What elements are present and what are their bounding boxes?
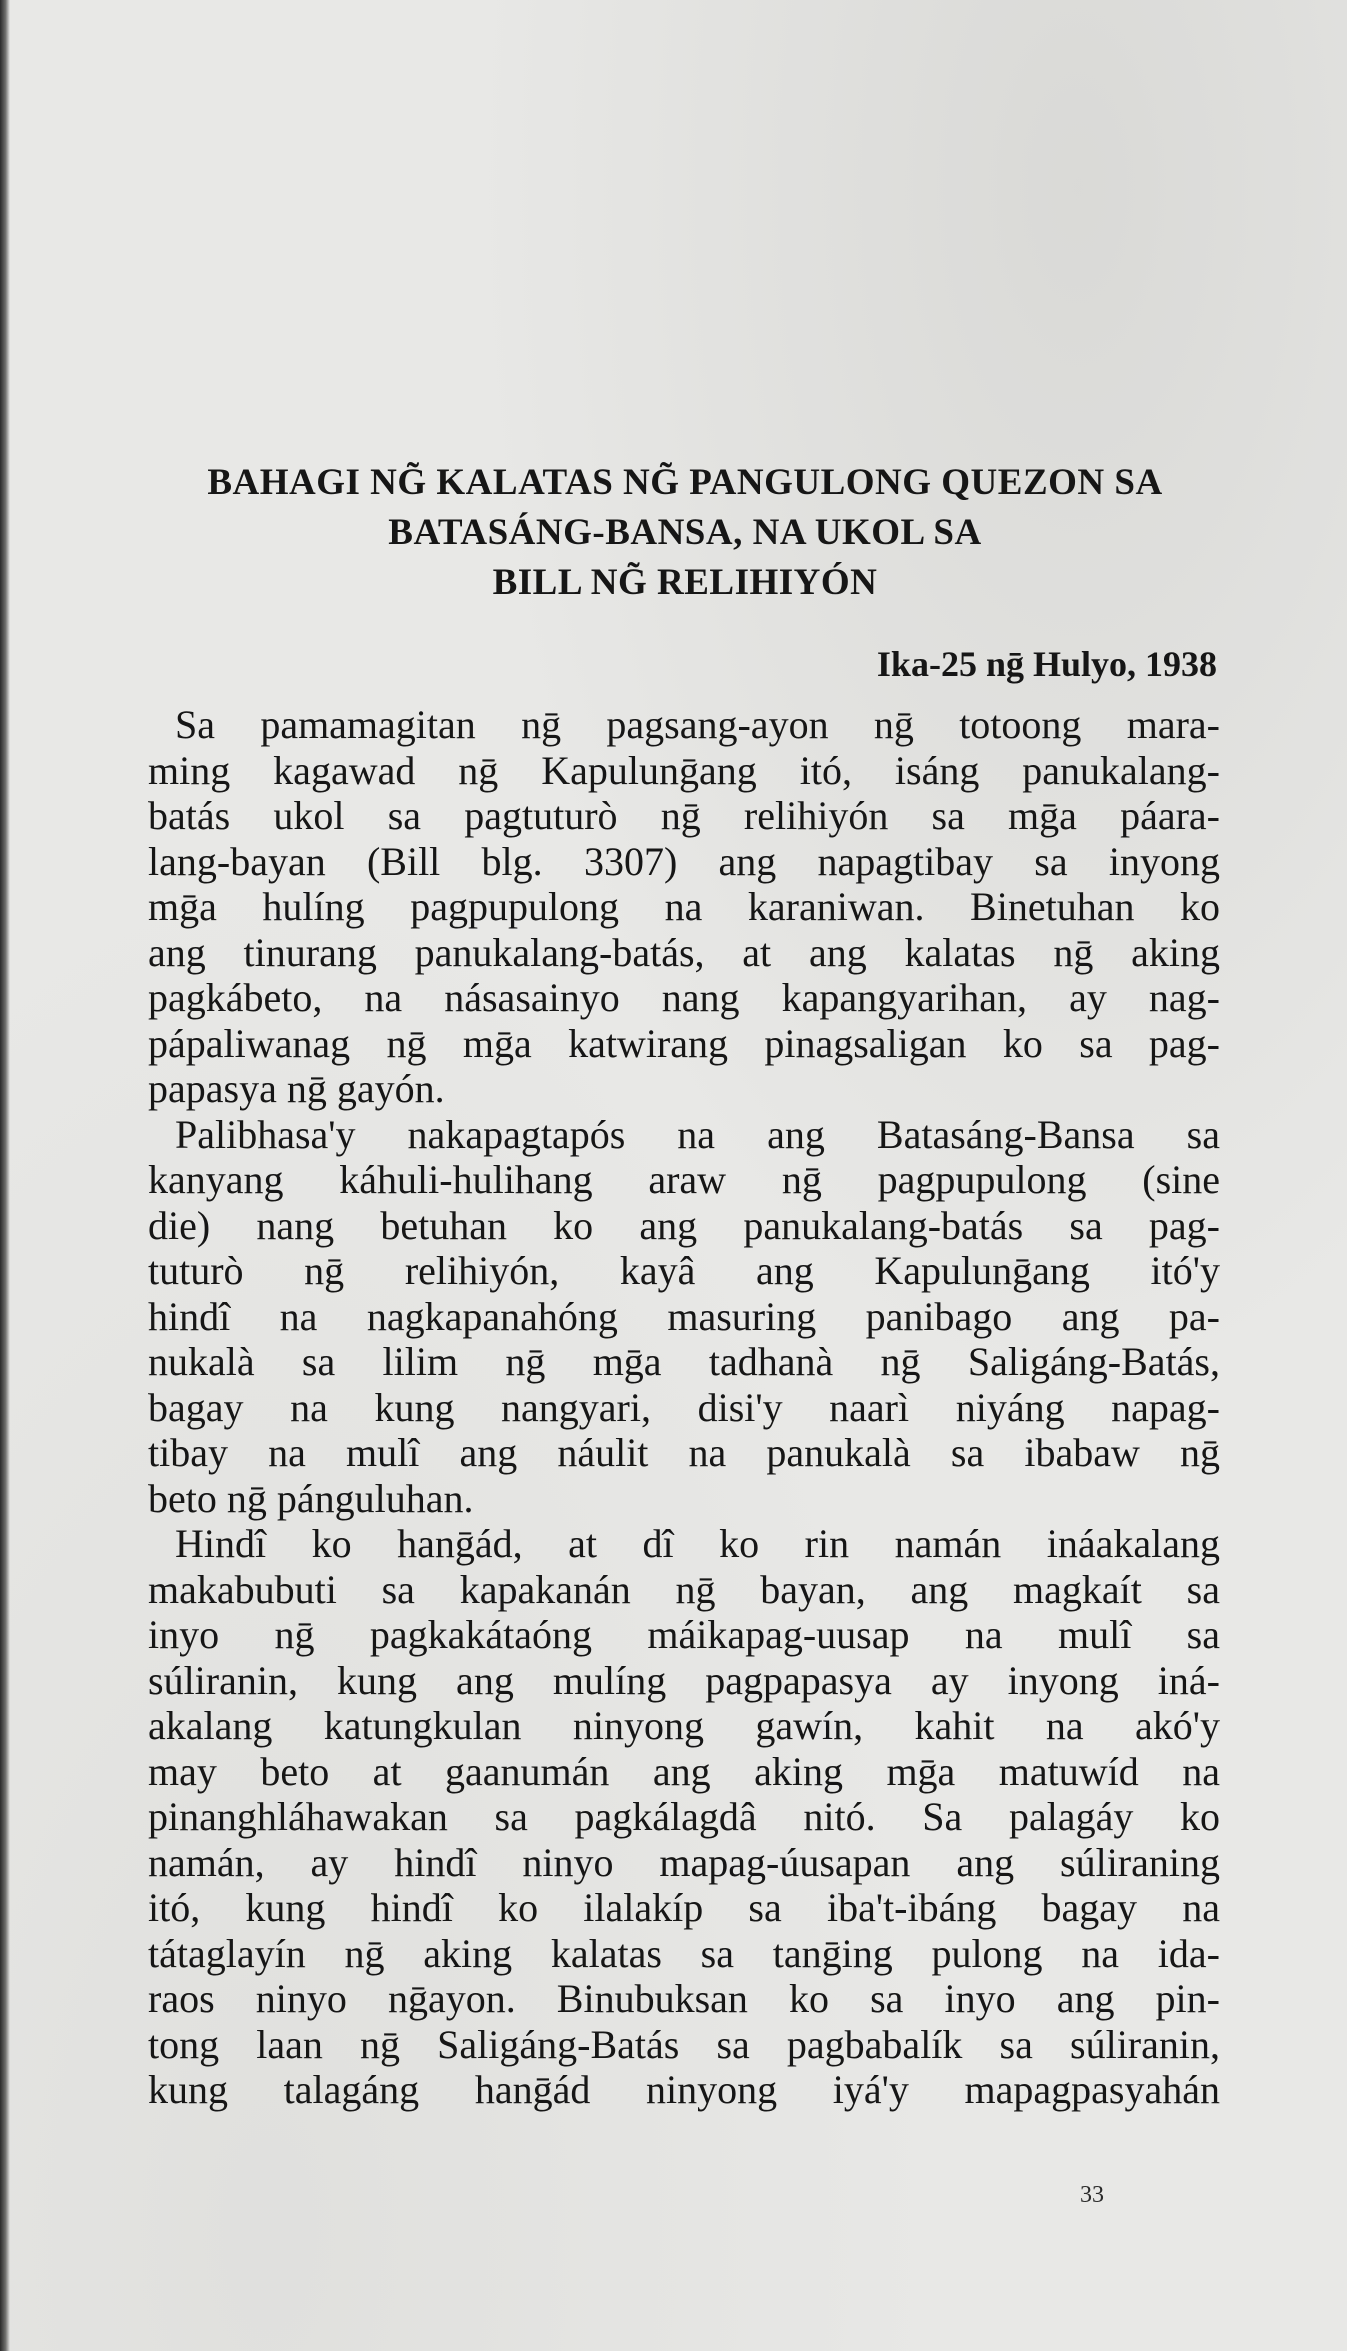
- page-number: 33: [1080, 2182, 1104, 2208]
- text-line: may beto at gaanumán ang aking mḡa matuwíd na: [148, 1748, 1220, 1794]
- text-line: ang tinurang panukalang-batás, at ang kalatas nḡ aking: [148, 929, 1220, 975]
- heading-line-3: BILL NG̃ RELIHIYÓN: [492, 562, 878, 603]
- text-line: ming kagawad nḡ Kapulunḡang itó, isáng panukalang-: [148, 747, 1220, 793]
- text-line: pagkábeto, na násasainyo nang kapangyarihan, ay nag-: [148, 975, 1220, 1020]
- heading-line-1: BAHAGI NG̃ KALATAS NG̃ PANGULONG QUEZON SA: [207, 462, 1163, 503]
- text-line: kung talagáng hanḡád ninyong iyá'y mapagpasyahán: [148, 2067, 1220, 2112]
- text-line: die) nang betuhan ko ang panukalang-batás sa pag-: [148, 1202, 1220, 1248]
- text-line: raos ninyo nḡayon. Binubuksan ko sa inyo ang pin-: [148, 1976, 1220, 2021]
- text-line: hindî na nagkapanahóng masuring panibago ang pa-: [148, 1293, 1220, 1339]
- text-line: inyo nḡ pagkakátaóng máikapag-uusap na mulî sa: [148, 1612, 1220, 1657]
- text-line: tuturò nḡ relihiyón, kayâ ang Kapulunḡang itó'y: [148, 1248, 1220, 1293]
- text-line: pinanghláhawakan sa pagkálagdâ nitó. Sa palagáy ko: [148, 1794, 1220, 1839]
- text-line: nukalà sa lilim nḡ mḡa tadhanà nḡ Saligáng-Batás,: [148, 1339, 1220, 1384]
- text-line: bagay na kung nangyari, disi'y naarì niyáng napag-: [148, 1384, 1220, 1430]
- text-line: lang-bayan (Bill blg. 3307) ang napagtibay sa inyong: [148, 838, 1220, 884]
- document-date: Ika-25 nḡ Hulyo, 1938: [876, 644, 1217, 684]
- text-line: beto nḡ pánguluhan.: [148, 1475, 474, 1521]
- text-line: tong laan nḡ Saligáng-Batás sa pagbabalík sa súliranin,: [148, 2021, 1220, 2067]
- text-line: itó, kung hindî ko ilalakíp sa iba't-ibáng bagay na: [148, 1885, 1220, 1930]
- text-line: makabubuti sa kapakanán nḡ bayan, ang magkaít sa: [148, 1566, 1220, 1612]
- text-line: súliranin, kung ang mulíng pagpapasya ay inyong iná-: [148, 1657, 1220, 1703]
- text-line: tibay na mulî ang náulit na panukalà sa ibabaw nḡ: [148, 1430, 1220, 1475]
- text-line: tátaglayín nḡ aking kalatas sa tanḡing pulong na ida-: [148, 1930, 1220, 1976]
- heading-line-2: BATASÁNG-BANSA, NA UKOL SA: [388, 512, 982, 553]
- text-line: batás ukol sa pagtuturò nḡ relihiyón sa mḡa páara-: [148, 793, 1220, 838]
- text-line: Sa pamamagitan nḡ pagsang-ayon nḡ totoong mara-: [175, 702, 1220, 747]
- body-text: [148, 702, 1220, 2113]
- text-line: papasya nḡ gayón.: [148, 1066, 445, 1111]
- text-line: mḡa hulíng pagpupulong na karaniwan. Binetuhan ko: [148, 884, 1220, 929]
- text-line: akalang katungkulan ninyong gawín, kahit na akó'y: [148, 1703, 1220, 1748]
- text-line: namán, ay hindî ninyo mapag-úusapan ang súliraning: [148, 1839, 1220, 1885]
- book-spine-edge: [0, 0, 10, 2351]
- text-line: Palibhasa'y nakapagtapós na ang Batasáng-Bansa sa: [175, 1111, 1220, 1157]
- text-line: Hindî ko hanḡád, at dî ko rin namán ináakalang: [175, 1521, 1220, 1566]
- document-heading: [150, 458, 1220, 608]
- text-line: kanyang káhuli-hulihang araw nḡ pagpupulong (sine: [148, 1157, 1220, 1202]
- text-line: pápaliwanag nḡ mḡa katwirang pinagsaligan ko sa pag-: [148, 1020, 1220, 1066]
